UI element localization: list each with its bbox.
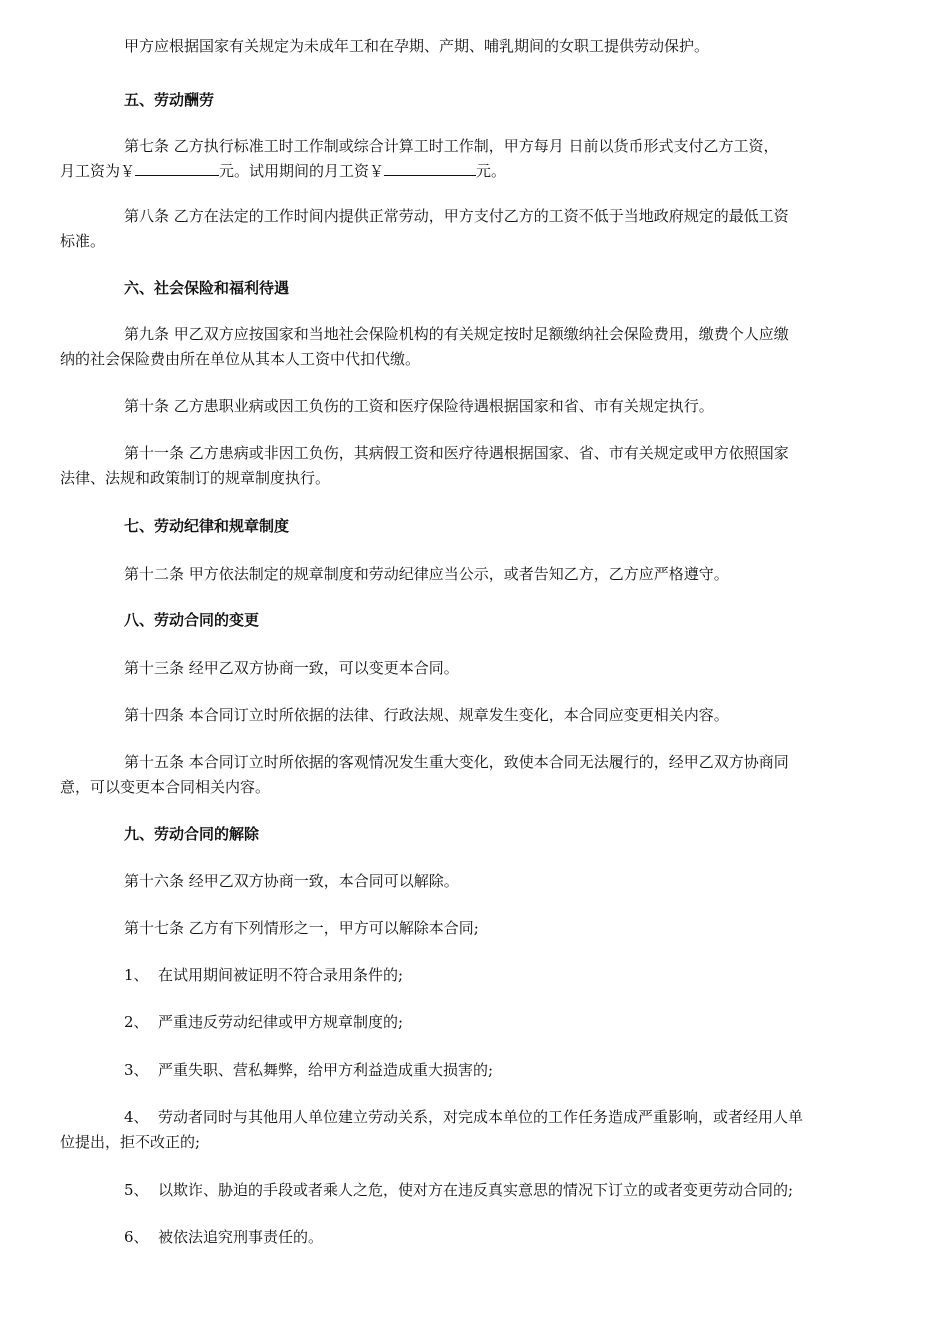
- list-item-number: 1、: [124, 966, 149, 984]
- list-item-text: 以欺诈、胁迫的手段或者乘人之危，使对方在违反真实意思的情况下订立的或者变更劳动合同的;: [158, 1181, 794, 1199]
- article-14: [92, 703, 872, 728]
- article-14-text: 第十四条 本合同订立时所依据的法律、行政法规、规章发生变化，本合同应变更相关内容。: [124, 706, 729, 724]
- list-item-text: 劳动者同时与其他用人单位建立劳动关系，对完成本单位的工作任务造成严重影响，或者经用人单: [158, 1108, 804, 1126]
- list-item-number: 5、: [124, 1181, 149, 1199]
- section-heading-9: 九、劳动合同的解除: [124, 825, 260, 843]
- list-item-number: 3、: [124, 1061, 149, 1079]
- paragraph-text: 甲方应根据国家有关规定为未成年工和在孕期、产期、哺乳期间的女职工提供劳动保护。: [124, 37, 710, 55]
- list-item-text: 被依法追究刑事责任的。: [158, 1228, 324, 1246]
- monthly-salary-blank[interactable]: [135, 159, 219, 176]
- article-8-line-1: 第八条 乙方在法定的工作时间内提供正常劳动，甲方支付乙方的工资不低于当地政府规定的最低工资: [124, 207, 789, 225]
- section-heading-6: 六、社会保险和福利待遇: [124, 279, 290, 297]
- list-item: [92, 963, 872, 988]
- article-7-line-2: [60, 159, 872, 184]
- article-13: [92, 656, 872, 681]
- trial-salary-blank[interactable]: [384, 159, 476, 176]
- article-11-line-2: 法律、法规和政策制订的规章制度执行。: [60, 469, 331, 487]
- article-9-line-1: 第九条 甲乙双方应按国家和当地社会保险机构的有关规定按时足额缴纳社会保险费用，缴费个人应缴: [124, 325, 789, 343]
- paragraph-labor-protection: [92, 34, 872, 59]
- article-15-line-2: 意，可以变更本合同相关内容。: [60, 778, 271, 796]
- article-13-text: 第十三条 经甲乙双方协商一致，可以变更本合同。: [124, 659, 459, 677]
- list-item-number: 6、: [124, 1228, 149, 1246]
- section-heading-8: 八、劳动合同的变更: [124, 611, 260, 629]
- list-item-text-continued: 位提出，拒不改正的;: [60, 1133, 201, 1151]
- article-15: [60, 750, 872, 800]
- article-15-line-1: 第十五条 本合同订立时所依据的客观情况发生重大变化，致使本合同无法履行的，经甲乙双方协商同: [124, 753, 789, 771]
- list-item-text: 严重失职、营私舞弊，给甲方利益造成重大损害的;: [158, 1061, 494, 1079]
- article-17-text: 第十七条 乙方有下列情形之一，甲方可以解除本合同;: [124, 919, 479, 937]
- article-16: [92, 869, 872, 894]
- article-17: [92, 916, 872, 941]
- article-8: [60, 204, 872, 254]
- article-9-line-2: 纳的社会保险费由所在单位从其本人工资中代扣代缴。: [60, 350, 421, 368]
- monthly-salary-label: 月工资为￥: [60, 162, 136, 180]
- section-heading-5: 五、劳动酬劳: [124, 91, 215, 109]
- article-10: [92, 394, 872, 419]
- list-item-text: 严重违反劳动纪律或甲方规章制度的;: [158, 1013, 404, 1031]
- article-11: [60, 441, 872, 491]
- list-item-text: 在试用期间被证明不符合录用条件的;: [158, 966, 404, 984]
- list-item-number: 2、: [124, 1013, 149, 1031]
- section-heading-7: 七、劳动纪律和规章制度: [124, 517, 290, 535]
- article-9: [60, 322, 872, 372]
- article-7: [60, 134, 872, 184]
- article-12-text: 第十二条 甲方依法制定的规章制度和劳动纪律应当公示，或者告知乙方，乙方应严格遵守。: [124, 565, 729, 583]
- article-7-line-1: 第七条 乙方执行标准工时工作制或综合计算工时工作制，甲方每月 日前以货币形式支付乙方工资，: [124, 137, 779, 155]
- yuan-suffix: 元。: [476, 162, 507, 180]
- list-item: [92, 1010, 872, 1035]
- article-8-line-2: 标准。: [60, 232, 106, 250]
- article-16-text: 第十六条 经甲乙双方协商一致，本合同可以解除。: [124, 872, 459, 890]
- list-item: [92, 1178, 872, 1203]
- list-item-number: 4、: [124, 1108, 149, 1126]
- article-12: [92, 562, 872, 587]
- list-item: [92, 1058, 872, 1083]
- list-item: [92, 1225, 872, 1250]
- article-11-line-1: 第十一条 乙方患病或非因工负伤，其病假工资和医疗待遇根据国家、省、市有关规定或甲方依照国家: [124, 444, 789, 462]
- list-item: [60, 1105, 872, 1155]
- trial-salary-label: 元。试用期间的月工资￥: [219, 162, 385, 180]
- article-10-text: 第十条 乙方患职业病或因工负伤的工资和医疗保险待遇根据国家和省、市有关规定执行。: [124, 397, 714, 415]
